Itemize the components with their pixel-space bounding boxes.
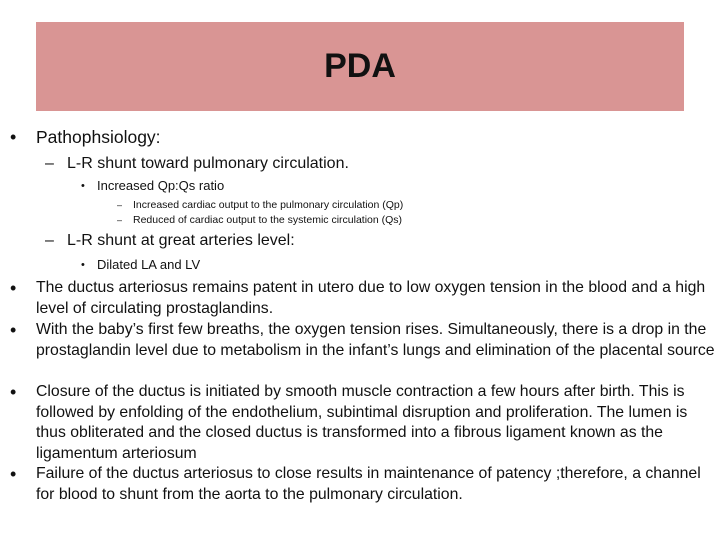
bullet-dot: •	[81, 259, 85, 271]
slide-title: PDA	[324, 47, 396, 85]
paragraph-text: With the baby’s first few breaths, the oxygen tension rises. Simultaneously, there is a drop in the prostaglandin level due to metabolism in the infant’s lungs and elimination of the placental source	[36, 321, 715, 359]
paragraph-text: The ductus arteriosus remains patent in utero due to low oxygen tension in the blood and a high level of circulating prostaglandins.	[36, 279, 706, 317]
dash-marker: –	[117, 200, 123, 210]
bullet-text: Pathophsiology:	[36, 127, 161, 147]
bullet-dot: •	[10, 320, 17, 340]
dash-marker: –	[45, 155, 54, 172]
paragraph-text: Closure of the ductus is initiated by smooth muscle contraction a few hours after birth. This is followed by enfolding of the endothelium, subintimal disruption and proliferation. The lumen is thus obliterated and the closed ductus is transformed into a fibrous ligament known as the ligamentum arteriosum	[36, 383, 688, 463]
bullet-text: L-R shunt toward pulmonary circulation.	[67, 155, 349, 172]
bullet-dot: •	[10, 464, 17, 484]
bullet-text: Increased Qp:Qs ratio	[97, 178, 225, 193]
dash-marker: –	[45, 232, 54, 249]
bullet-dot: •	[10, 127, 17, 147]
bullet-dot: •	[10, 382, 17, 402]
dash-marker: –	[117, 215, 123, 225]
title-banner	[36, 22, 684, 111]
bullet-text: Dilated LA and LV	[97, 257, 201, 272]
paragraph-text: Failure of the ductus arteriosus to close results in maintenance of patency ;therefore, a channel for blood to shunt from the aorta to the pulmonary circulation.	[36, 465, 701, 503]
bullet-text: L-R shunt at great arteries level:	[67, 232, 295, 249]
bullet-text: Reduced of cardiac output to the systemic circulation (Qs)	[133, 214, 403, 226]
bullet-dot: •	[81, 180, 85, 192]
bullet-dot: •	[10, 278, 17, 298]
bullet-text: Increased cardiac output to the pulmonary circulation (Qp)	[133, 199, 404, 211]
